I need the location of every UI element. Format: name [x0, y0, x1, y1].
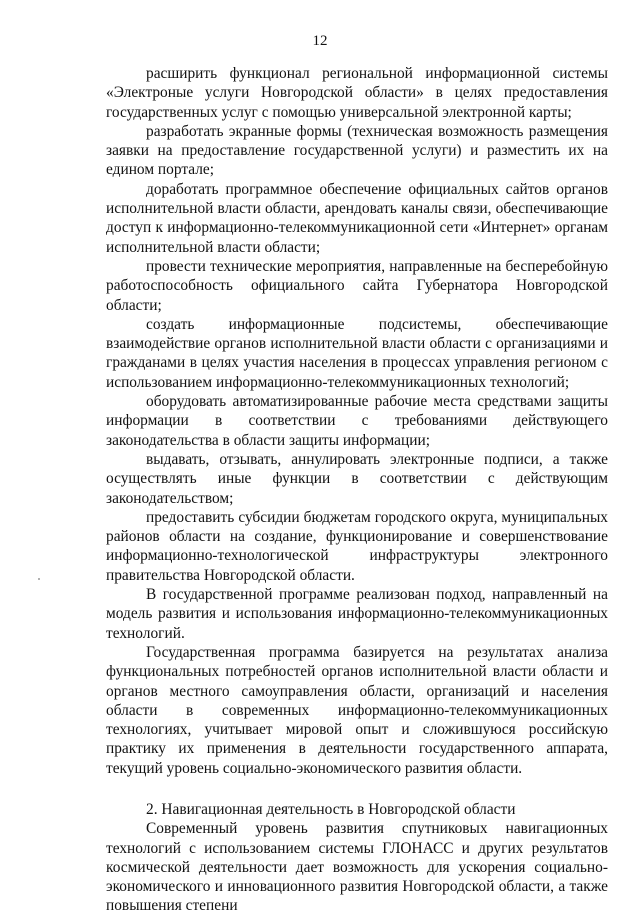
- paragraph: оборудовать автоматизированные рабочие места средствами защиты информации в соответствии с требованиями действующего законодательства в области защиты информации;: [106, 393, 608, 449]
- paragraph: Современный уровень развития спутниковых навигационных технологий с использованием системы ГЛОНАСС и других результатов космической деятельности дает возможность для ускорения социально-экономического и инновационного развития Новгородской области, а также повышения степени: [106, 820, 608, 915]
- page-number: 12: [312, 33, 328, 49]
- paragraph: создать информационные подсистемы, обеспечивающие взаимодействие органов исполнительной власти области с организациями и гражданами в целях участия населения в процессах управления регионом с использованием информационно-телекоммуникационных технологий;: [106, 315, 608, 391]
- paragraph: провести технические мероприятия, направленные на бесперебойную работоспособность официального сайта Губернатора Новгородской области;: [106, 257, 608, 314]
- paragraph: расширить функционал региональной информационной системы «Электроные услуги Новгородской области» в целях предоставления государственных услуг с помощью универсальной электронной карты;: [106, 65, 608, 121]
- section-spacer: [106, 778, 608, 800]
- paragraph: доработать программное обеспечение официальных сайтов органов исполнительной власти области, арендовать каналы связи, обеспечивающие доступ к информационно-телекоммуникационной сети «Интернет» органам исполнительной власти области;: [106, 180, 608, 256]
- body-text: [106, 64, 608, 916]
- paragraph: выдавать, отзывать, аннулировать электронные подписи, а также осуществлять иные функции в соответствии с действующим законодательством;: [106, 450, 608, 507]
- paragraph: разработать экранные формы (техническая возможность размещения заявки на предоставление государственной услуги) и разместить их на едином портале;: [106, 122, 608, 179]
- section-heading: 2. Навигационная деятельность в Новгородской области: [146, 800, 516, 818]
- paragraph: предоставить субсидии бюджетам городского округа, муниципальных районов области на создание, функционирование и совершенствование информационно-технологической инфраструктуры электронного правительства Новгородской области.: [106, 508, 608, 584]
- scan-artifact-dot: [38, 578, 40, 580]
- paragraph: Государственная программа базируется на результатах анализа функциональных потребностей органов исполнительной власти области и органов местного самоуправления области, организаций и населения области в современных информационно-телекоммуникационных технологиях, учитывает мировой опыт и сложившуюся российскую практику их применения в деятельности государственного аппарата, текущий уровень социально-экономического развития области.: [106, 643, 608, 777]
- paragraph: В государственной программе реализован подход, направленный на модель развития и использования информационно-телекоммуникационных технологий.: [106, 586, 608, 642]
